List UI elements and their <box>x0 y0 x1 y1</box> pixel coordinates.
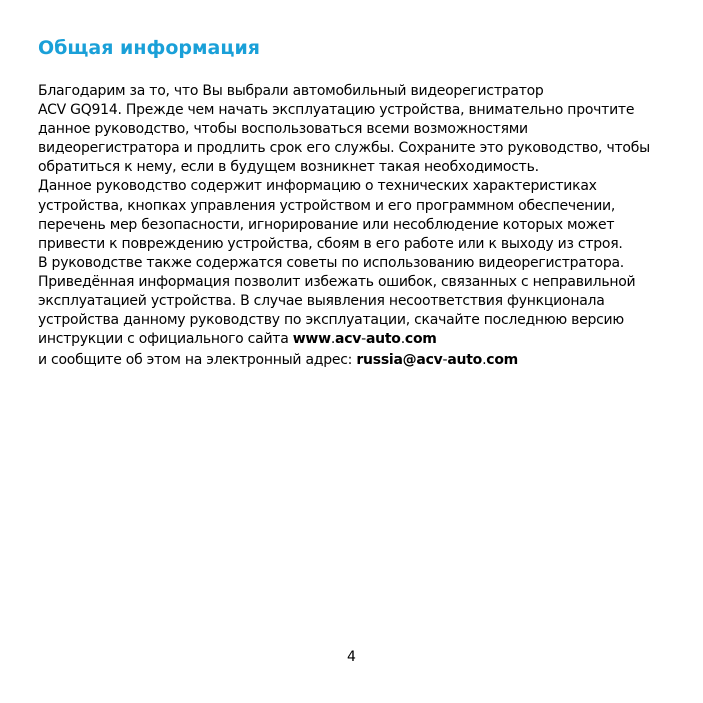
text-line-2: ACV GQ914. Прежде чем начать эксплуатацию устройства, внимательно прочтите <box>38 102 635 119</box>
page-number: 4 <box>347 649 356 665</box>
email-prefix: и сообщите об этом на электронный адрес: <box>38 352 357 369</box>
website-domain-2[interactable]: auto <box>365 331 401 348</box>
website-www[interactable]: www <box>292 331 331 348</box>
text-line-1: Благодарим за то, что Вы выбрали автомобильный видеорегистратор <box>38 83 544 99</box>
email-line <box>38 351 678 370</box>
website-domain[interactable]: acv <box>335 331 362 348</box>
website-prefix: инструкции с официального сайта <box>38 331 293 348</box>
text-line-7: устройства, кнопках управления устройством и его программном обеспечении, <box>38 197 616 214</box>
email-user[interactable]: russia@acv <box>356 352 443 369</box>
general-info-text <box>38 82 678 370</box>
text-line-8: перечень мер безопасности, игнорирование или несоблюдение которых может <box>38 216 615 233</box>
website-tld[interactable]: com <box>404 331 437 348</box>
text-line-6: Данное руководство содержит информацию о технических характеристиках <box>38 178 597 195</box>
website-dot-1: . <box>330 331 336 348</box>
email-tld[interactable]: com <box>486 352 519 369</box>
text-line-12: эксплуатацией устройства. В случае выявления несоответствия функционала <box>38 293 605 310</box>
text-line-9: привести к повреждению устройства, сбоям в его работе или к выходу из строя. <box>38 235 623 252</box>
website-dot-2: . <box>400 331 405 348</box>
text-line-5: обратиться к нему, если в будущем возникнет такая необходимость. <box>38 159 539 176</box>
email-dot: . <box>482 352 487 369</box>
text-line-11: Приведённая информация позволит избежать ошибок, связанных с неправильной <box>38 273 636 290</box>
email-domain[interactable]: auto <box>447 352 483 369</box>
website-line <box>38 330 678 349</box>
text-line-10: В руководстве также содержатся советы по использованию видеорегистратора. <box>38 254 624 271</box>
text-line-3: данное руководство, чтобы воспользоваться всеми возможностями <box>38 121 528 138</box>
website-hyphen: - <box>361 331 366 348</box>
page-title: Общая информация <box>38 37 260 59</box>
email-hyphen: - <box>442 352 448 369</box>
text-line-4: видеорегистратора и продлить срок его службы. Сохраните это руководство, чтобы <box>38 140 650 157</box>
text-line-13: устройства данному руководству по эксплуатации, скачайте последнюю версию <box>38 312 624 329</box>
